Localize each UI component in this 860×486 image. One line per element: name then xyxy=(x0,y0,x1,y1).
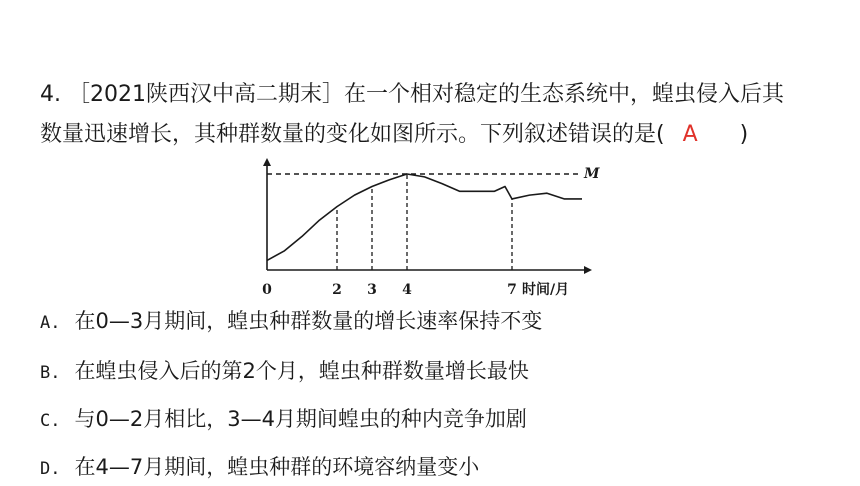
option-b-letter: B. xyxy=(40,363,61,383)
question-close-paren: ) xyxy=(739,122,749,147)
option-a-text: 在0—3月期间，蝗虫种群数量的增长速率保持不变 xyxy=(74,309,543,333)
option-c-text: 与0—2月相比，3—4月期间蝗虫的种内竞争加剧 xyxy=(74,407,527,431)
option-c xyxy=(40,404,527,436)
population-graph xyxy=(240,158,620,303)
option-a xyxy=(40,306,542,338)
option-c-letter: C. xyxy=(40,411,61,431)
reference-line-label: M xyxy=(584,166,600,182)
answer-label: A xyxy=(682,122,698,147)
x-axis-label: 时间/月 xyxy=(522,282,570,298)
population-curve xyxy=(267,174,582,260)
option-a-letter: A. xyxy=(40,313,61,333)
option-b xyxy=(40,356,529,388)
option-d-text: 在4—7月期间，蝗虫种群的环境容纳量变小 xyxy=(74,455,480,479)
x-tick-3: 3 xyxy=(367,282,377,298)
x-tick-7: 7 xyxy=(507,282,517,298)
question-stem-2: 数量迅速增长，其种群数量的变化如图所示。下列叙述错误的是( xyxy=(40,122,665,147)
x-axis-arrow xyxy=(584,266,592,274)
question-line-1 xyxy=(40,80,784,110)
option-d xyxy=(40,452,479,484)
question-stem-1: 4. ［2021陕西汉中高二期末］在一个相对稳定的生态系统中，蝗虫侵入后其 xyxy=(40,82,784,107)
y-axis-arrow xyxy=(263,158,271,166)
option-d-letter: D. xyxy=(40,459,61,479)
option-b-text: 在蝗虫侵入后的第2个月，蝗虫种群数量增长最快 xyxy=(74,359,529,383)
x-tick-0: 0 xyxy=(262,282,272,298)
x-tick-2: 2 xyxy=(332,282,342,298)
question-line-2 xyxy=(40,120,748,150)
x-tick-4: 4 xyxy=(402,282,412,298)
